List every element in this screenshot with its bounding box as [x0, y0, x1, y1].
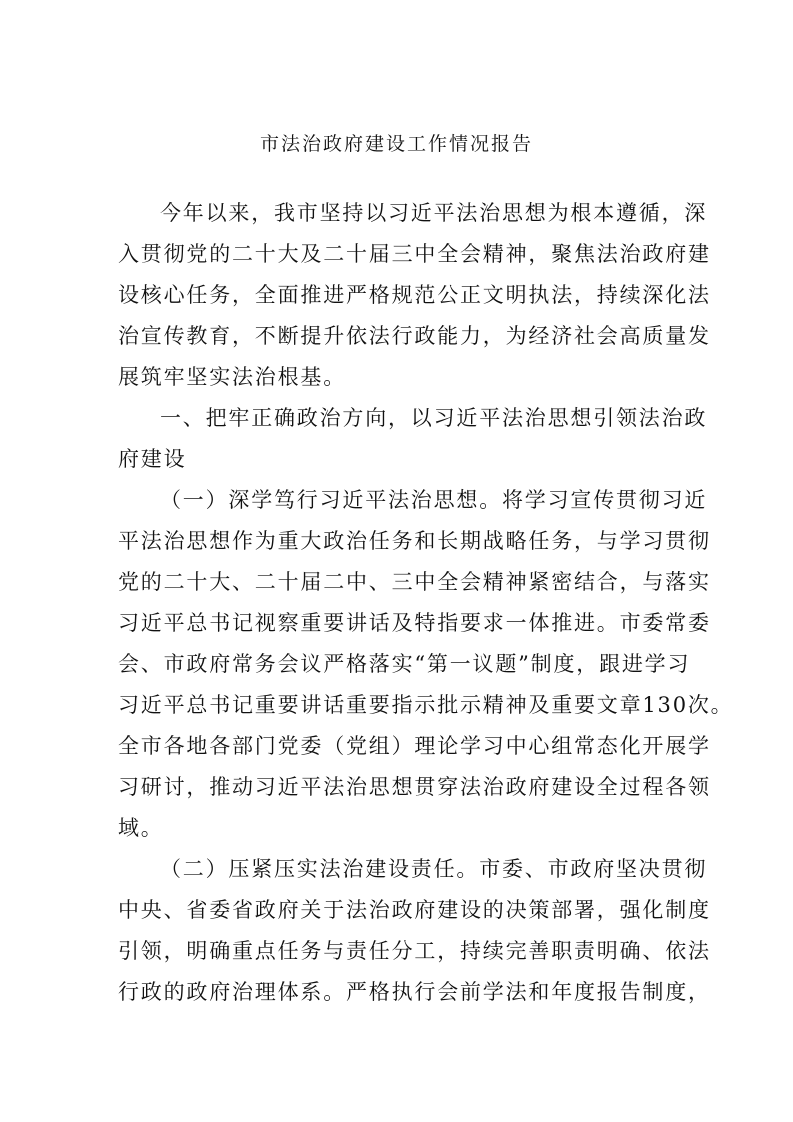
paragraph-line: 平法治思想作为重大政治任务和长期战略任务，与学习贯彻: [118, 529, 711, 553]
paragraph-line: 域。: [118, 816, 164, 840]
paragraph-line: 习近平总书记重要讲话重要指示批示精神及重要文章130次。: [118, 693, 734, 717]
paragraph-line: 治宣传教育，不断提升依法行政能力，为经济社会高质量发: [118, 324, 711, 348]
paragraph-line: 入贯彻党的二十大及二十届三中全会精神，聚焦法治政府建: [118, 242, 711, 266]
section-heading-line: 府建设: [118, 447, 187, 471]
paragraph-line: 行政的政府治理体系。严格执行会前学法和年度报告制度，: [118, 980, 711, 1004]
section-heading-line: 一、把牢正确政治方向，以习近平法治思想引领法治政: [160, 406, 708, 430]
paragraph-line: 展筑牢坚实法治根基。: [118, 365, 346, 389]
paragraph-line: 全市各地各部门党委（党组）理论学习中心组常态化开展学: [118, 734, 711, 758]
paragraph-line: 今年以来，我市坚持以习近平法治思想为根本遵循，深: [160, 201, 708, 225]
paragraph-line: （二）压紧压实法治建设责任。市委、市政府坚决贯彻: [160, 857, 708, 881]
paragraph-line: 中央、省委省政府关于法治政府建设的决策部署，强化制度: [118, 898, 711, 922]
paragraph-line: 习研讨，推动习近平法治思想贯穿法治政府建设全过程各领: [118, 775, 711, 799]
paragraph-line: 习近平总书记视察重要讲话及特指要求一体推进。市委常委: [118, 611, 711, 635]
paragraph-line: （一）深学笃行习近平法治思想。将学习宣传贯彻习近: [160, 488, 708, 512]
paragraph-line: 会、市政府常务会议严格落实“第一议题”制度，跟进学习: [118, 652, 691, 676]
paragraph-line: 引领，明确重点任务与责任分工，持续完善职责明确、依法: [118, 939, 711, 963]
document-title: 市法治政府建设工作情况报告: [259, 133, 533, 155]
paragraph-line: 设核心任务，全面推进严格规范公正文明执法，持续深化法: [118, 283, 711, 307]
paragraph-line: 党的二十大、二十届二中、三中全会精神紧密结合，与落实: [118, 570, 711, 594]
